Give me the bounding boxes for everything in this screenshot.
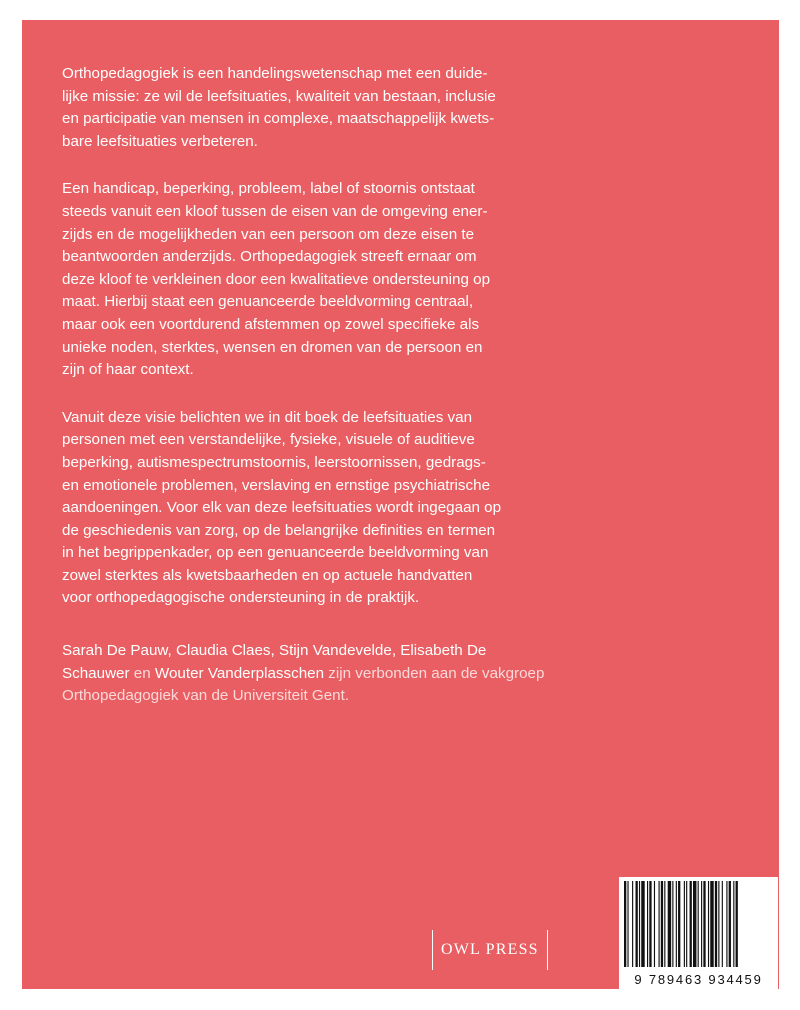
barcode-bar [676, 881, 677, 967]
publisher-name: OWL PRESS [441, 941, 539, 958]
author-affiliation: zijn verbonden aan de vakgroep Orthopedagogiek van de Universiteit Gent. [62, 664, 545, 705]
barcode-bar [726, 881, 727, 967]
barcode-bar [641, 881, 644, 967]
barcode-bar [703, 881, 705, 967]
author-conjunction: en [133, 664, 151, 682]
author-name-last: Wouter Vanderplasschen [154, 664, 325, 682]
barcode-bar [664, 881, 665, 967]
barcode-bar [722, 881, 723, 967]
author-names: Sarah De Pauw, Claudia Claes, Stijn Vandevelde, Elisabeth De Schauwer [62, 642, 487, 682]
barcode-bar [733, 881, 734, 967]
barcode-bar [698, 881, 699, 967]
barcode-bar [624, 881, 626, 967]
barcode-bar [686, 881, 687, 967]
barcode-bar [708, 881, 709, 967]
barcode-bar [690, 881, 692, 967]
author-note [62, 640, 552, 708]
barcode-bar [647, 881, 648, 967]
barcode-bar [639, 881, 640, 967]
blurb [62, 63, 537, 635]
paragraph-2: Een handicap, beperking, probleem, label of stoornis ontstaat steeds vanuit een kloof tussen de eisen van de omgeving ener- zijds en de mogelijkheden van een persoon om deze eisen te beantwoorden anderzijds. Orthopedagogiek streeft ernaar om deze kloof te verkleinen door een kwalitatieve ondersteuning op maat. Hierbij staat een genuanceerde beeldvorming centraal, maar ook een voortdurend afstemmen op zowel specifieke als unieke noden, sterktes, wensen en dromen van de persoon en zijn of haar context. [62, 180, 491, 379]
barcode-bar [672, 881, 673, 967]
barcode-bar [736, 881, 738, 967]
barcode [619, 877, 778, 989]
barcode-bars [623, 881, 774, 967]
back-cover [22, 20, 779, 989]
isbn-number: 9 789463 934459 [634, 972, 763, 987]
barcode-bar [729, 881, 731, 967]
barcode-bar [710, 881, 713, 967]
barcode-bar [659, 881, 660, 967]
barcode-bar [684, 881, 685, 967]
barcode-bar [693, 881, 696, 967]
paragraph-3: Vanuit deze visie belichten we in dit boek de leefsituaties van personen met een verstandelijke, fysieke, visuele of auditieve beperking, autismespectrumstoornis, leerstoornissen, gedrags- en emotionele problemen, verslaving en ernstige psychiatrische aandoeningen. Voor elk van deze leefsituaties wordt ingegaan op de geschiedenis van zorg, op de belangrijke definities en termen in het begrippenkader, op een genuanceerde beeldvorming van zowel sterktes als kwetsbaarheden en op actuele handvatten voor orthopedagogische ondersteuning in de praktijk. [62, 408, 502, 607]
barcode-bar [701, 881, 702, 967]
barcode-bar [654, 881, 655, 967]
publisher-logo [432, 930, 548, 970]
barcode-bar [668, 881, 671, 967]
barcode-bar [715, 881, 717, 967]
barcode-bar [632, 881, 633, 967]
barcode-bar [661, 881, 663, 967]
paragraph-1: Orthopedagogiek is een handelingswetenschap met een duide- lijke missie: ze wil de leefsituaties, kwaliteit van bestaan, inclusie en participatie van mensen in complexe, maatschappelijk kwets- bare leefsituaties verbeteren. [62, 65, 496, 150]
barcode-bar [678, 881, 680, 967]
barcode-bar [636, 881, 638, 967]
barcode-bar [627, 881, 628, 967]
barcode-bar [718, 881, 719, 967]
barcode-bar [649, 881, 651, 967]
